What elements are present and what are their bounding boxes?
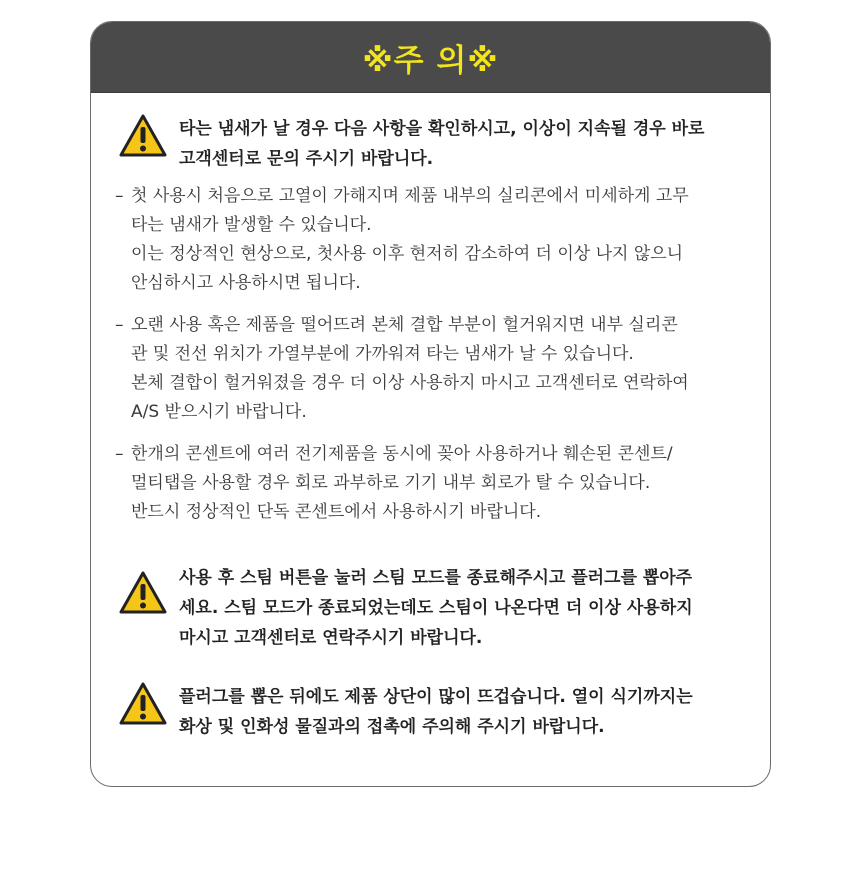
warning-triangle-icon [119, 571, 167, 615]
bullet-dash: – [115, 444, 124, 464]
bullet-line: 본체 결합이 헐거워졌을 경우 더 이상 사용하지 마시고 고객센터로 연락하여 [131, 373, 689, 393]
warning-text [179, 563, 759, 653]
bullet-line: 타는 냄새가 발생할 수 있습니다. [131, 215, 372, 235]
bullet-line: 이는 정상적인 현상으로, 첫사용 이후 현저히 감소하여 더 이상 나지 않으니 [131, 244, 684, 264]
bullet-dash: – [115, 315, 124, 335]
warning-triangle-icon [119, 114, 167, 158]
bullet-line: 한개의 콘센트에 여러 전기제품을 동시에 꽂아 사용하거나 훼손된 콘센트/ [131, 444, 673, 464]
warning-line: 세요. 스팀 모드가 종료되었는데도 스팀이 나온다면 더 이상 사용하지 [179, 598, 693, 618]
bullet-line: 반드시 정상적인 단독 콘센트에서 사용하시기 바랍니다. [131, 502, 542, 522]
warning-item [119, 682, 759, 742]
warning-line: 마시고 고객센터로 연락주시기 바랍니다. [179, 628, 483, 648]
bullet-line: 관 및 전선 위치가 가열부분에 가까워져 타는 냄새가 날 수 있습니다. [131, 344, 634, 364]
caution-title: ※주 의※ [362, 42, 499, 79]
warning-text [179, 114, 759, 174]
warning-line: 사용 후 스팀 버튼을 눌러 스팀 모드를 종료해주시고 플러그를 뽑아주 [179, 568, 693, 588]
warning-text [179, 682, 759, 742]
warning-item [119, 563, 759, 653]
caution-header [91, 22, 770, 93]
bullet-line: 안심하시고 사용하시면 됩니다. [131, 273, 361, 293]
bullet-item [115, 311, 755, 427]
warning-line: 플러그를 뽑은 뒤에도 제품 상단이 많이 뜨겁습니다. 열이 식기까지는 [179, 687, 693, 707]
bullet-line: 첫 사용시 처음으로 고열이 가해지며 제품 내부의 실리콘에서 미세하게 고무 [131, 186, 689, 206]
bullet-item [115, 182, 755, 298]
warning-item [119, 114, 759, 174]
warning-line: 타는 냄새가 날 경우 다음 사항을 확인하시고, 이상이 지속될 경우 바로 [179, 119, 705, 139]
warning-triangle-icon [119, 682, 167, 726]
bullet-line: 오랜 사용 혹은 제품을 떨어뜨려 본체 결합 부분이 헐거워지면 내부 실리콘 [131, 315, 678, 335]
bullet-line: 멀티탭을 사용할 경우 회로 과부하로 기기 내부 회로가 탈 수 있습니다. [131, 473, 651, 493]
bullet-line: A/S 받으시기 바랍니다. [131, 402, 307, 422]
warning-line: 고객센터로 문의 주시기 바랍니다. [179, 149, 434, 169]
bullet-dash: – [115, 186, 124, 206]
caution-card [90, 21, 771, 787]
bullet-item [115, 440, 755, 527]
warning-line: 화상 및 인화성 물질과의 접촉에 주의해 주시기 바랍니다. [179, 717, 605, 737]
